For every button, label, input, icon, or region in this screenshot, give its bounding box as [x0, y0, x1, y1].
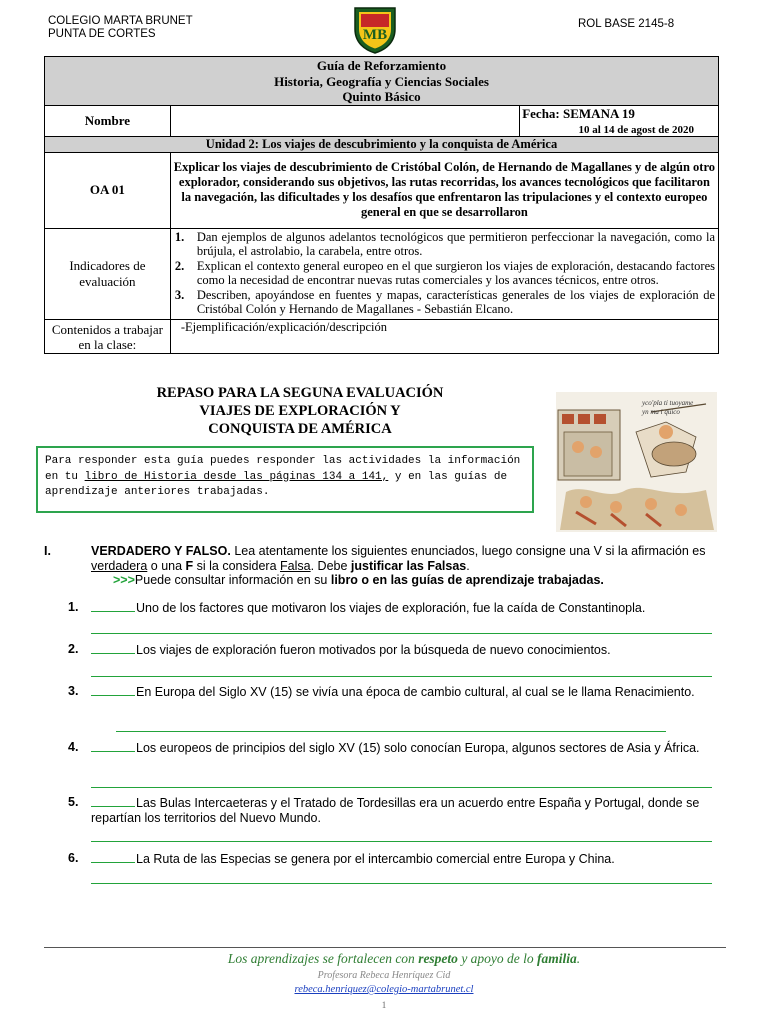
answer-blank[interactable] — [91, 684, 135, 696]
question-item: 5. Las Bulas Intercaeteras y el Tratado de Tordesillas era un acuerdo entre España y Portugal, donde se repartían los territorios del Nuevo Mundo. — [68, 795, 700, 825]
guide-title-line1: Guía de Reforzamiento — [316, 58, 447, 73]
answer-blank[interactable] — [91, 740, 135, 752]
footer-email-link[interactable]: rebeca.henriquez@colegio-martabrunet.cl — [294, 984, 474, 995]
contenidos-label: Contenidos a trabajar en la clase: — [45, 320, 171, 354]
fecha-range: 10 al 14 de agost de 2020 — [578, 123, 694, 136]
review-title — [100, 384, 500, 438]
school-shield-logo — [352, 5, 398, 55]
question-item: 4. Los europeos de principios del siglo XV (15) solo conocían Europa, algunos sectores de Asia y África. — [68, 740, 700, 755]
justification-line[interactable] — [91, 883, 712, 884]
course-info-table — [44, 56, 719, 354]
logo-letters: MB — [362, 27, 388, 43]
justification-line[interactable] — [116, 731, 666, 732]
indicadores-cell — [170, 228, 718, 320]
contenidos-value: -Ejemplificación/explicación/descripción — [170, 320, 718, 354]
consult-note: >>>Puede consultar información en su libro o en las guías de aprendizaje trabajadas. — [113, 573, 604, 587]
answer-blank[interactable] — [91, 851, 135, 863]
question-item: 1. Uno de los factores que motivaron los viajes de exploración, fue la caída de Constantinopla. — [68, 600, 646, 615]
justification-line[interactable] — [91, 676, 712, 677]
oa-description: Explicar los viajes de descubrimiento de Cristóbal Colón, de Hernando de Magallanes y de algún otro explorador, considerando sus objetivos, las rutas recorridas, los avances tecnológicos que facilitaron la navegación, las dificultades y los desafíos que enfrentaron las tripulaciones y el contexto europeo general en que se desarrollaron — [170, 152, 718, 228]
justification-line[interactable] — [91, 633, 712, 634]
school-name-line2: PUNTA DE CORTES — [48, 28, 156, 40]
section-number: I. — [44, 544, 51, 558]
footer-divider — [44, 947, 726, 948]
instruction-note: Para responder esta guía puedes responder las actividades la información en tu libro de Historia desde las páginas 134 a 141, y en las guías de aprendizaje anteriores trabajadas. — [36, 446, 534, 513]
rol-base: ROL BASE 2145-8 — [578, 18, 675, 30]
review-title-line1: REPASO PARA LA SEGUNA EVALUACIÓN — [156, 385, 444, 401]
fecha-label: Fecha: SEMANA 19 — [522, 105, 635, 121]
list-item: 1. Dan ejemplos de algunos adelantos tecnológicos que permitieron perfeccionar la navegación, como la brújula, el astrolabio, la carabela, entre otros. — [174, 229, 715, 259]
list-item: 2. Explican el contexto general europeo en el que surgieron los viajes de exploración, destacando factores como la necesidad de encontrar nuevas rutas comerciales y los avances técnicos, entre otros. — [174, 258, 715, 288]
nombre-label: Nombre — [45, 105, 171, 136]
guide-title-line2: Historia, Geografía y Ciencias Sociales — [274, 73, 489, 89]
question-item: 6. La Ruta de las Especias se genera por el intercambio comercial entre Europa y China. — [68, 851, 615, 866]
textbook-reference: libro de Historia desde las páginas 134 a 141, — [84, 470, 389, 483]
footer-motto: Los aprendizajes se fortalecen con respeto y apoyo de lo familia. — [227, 951, 581, 966]
conquest-codex-illustration — [556, 392, 717, 532]
answer-blank[interactable] — [91, 600, 135, 612]
indicadores-label: Indicadores de evaluación — [45, 228, 171, 320]
illustration-caption-line2: yn ma i quico — [642, 408, 680, 416]
question-item: 2. Los viajes de exploración fueron motivados por la búsqueda de nuevo conocimientos. — [68, 642, 611, 657]
answer-blank[interactable] — [91, 795, 135, 807]
answer-blank[interactable] — [91, 642, 135, 654]
school-name — [48, 15, 193, 41]
indicadores-list — [171, 229, 718, 320]
justification-line[interactable] — [91, 787, 712, 788]
list-item: 3. Describen, apoyándose en fuentes y mapas, características generales de los viajes de exploración de Cristóbal Colón y Hernando de Magallanes - Sebastián Elcano. — [174, 287, 715, 317]
question-item: 3. En Europa del Siglo XV (15) se vivía una época de cambio cultural, al cual se le llama Renacimiento. — [68, 684, 695, 699]
illustration-caption-line1: yco'pla ti tuoyame — [642, 399, 694, 407]
review-title-line2: VIAJES DE EXPLORACIÓN Y — [199, 403, 401, 419]
section-title: VERDADERO Y FALSO. — [91, 544, 231, 558]
oa-label: OA 01 — [45, 152, 171, 228]
guide-title — [45, 57, 719, 106]
page-number: 1 — [381, 1000, 387, 1010]
unidad-title: Unidad 2: Los viajes de descubrimiento y la conquista de América — [45, 136, 719, 152]
arrow-icon: >>> — [113, 573, 135, 587]
nombre-field[interactable] — [170, 105, 519, 136]
section-true-false — [44, 544, 734, 588]
guide-title-line3: Quinto Básico — [342, 89, 421, 104]
footer-professor: Profesora Rebeca Henríquez Cid — [317, 970, 451, 981]
fecha-cell — [520, 105, 719, 136]
section-instructions: VERDADERO Y FALSO. Lea atentamente los siguientes enunciados, luego consigne una V si la afirmación es verdadera o una F si la considera Falsa. Debe justificar las Falsas. >>>Puede consultar información en su libro o en las guías de aprendizaje trabajadas. — [91, 544, 734, 588]
school-name-line1: COLEGIO MARTA BRUNET — [48, 15, 193, 27]
justification-line[interactable] — [91, 841, 712, 842]
review-title-line3: CONQUISTA DE AMÉRICA — [208, 421, 392, 437]
